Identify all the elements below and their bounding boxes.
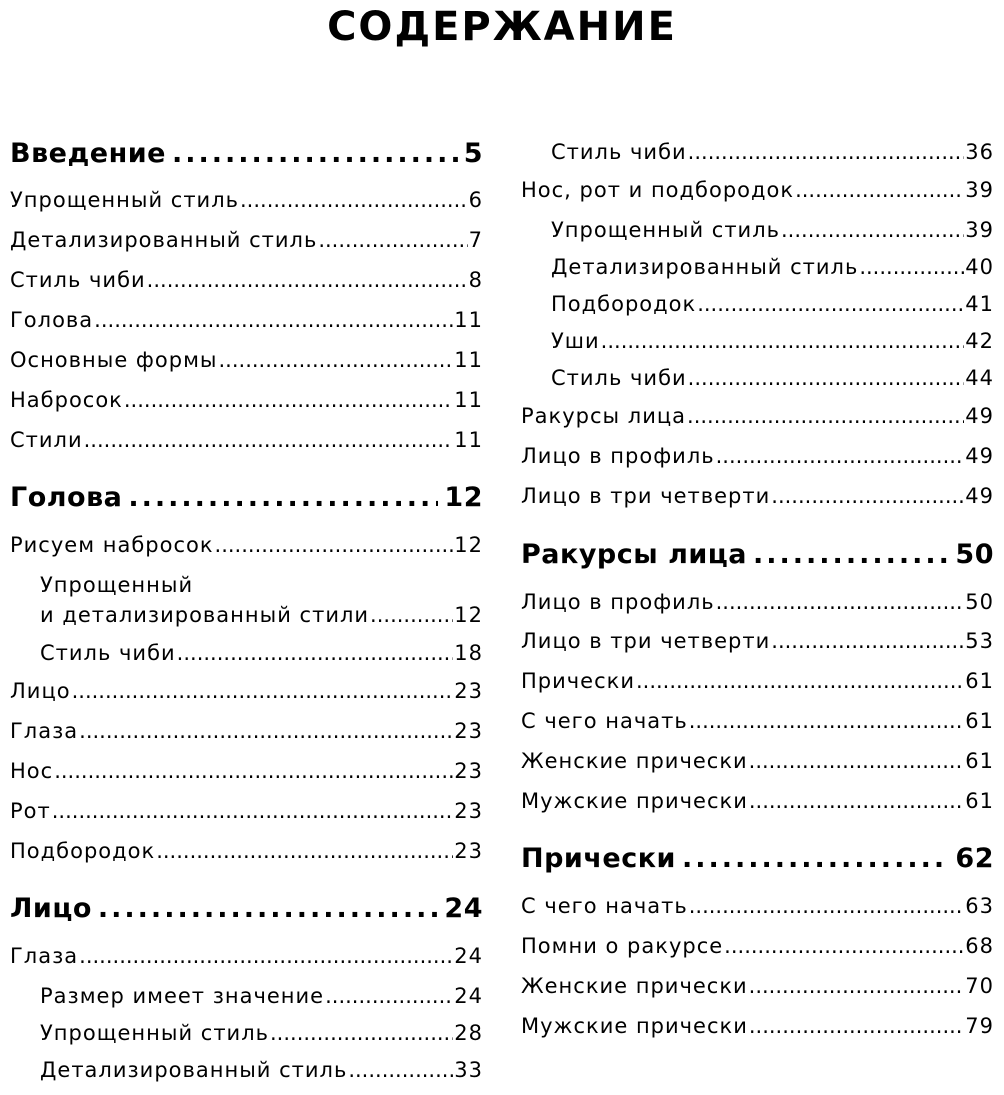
entry-page: 61 [965, 789, 994, 813]
toc-entry[interactable] [10, 799, 483, 823]
entry-page: 12 [454, 533, 483, 557]
entry-label: Лицо в профиль [521, 444, 715, 468]
toc-subentry[interactable] [551, 366, 994, 390]
entry-page: 61 [965, 709, 994, 733]
toc-subentry[interactable] [40, 984, 483, 1008]
entry-page: 63 [965, 894, 994, 918]
toc-chapter-entry[interactable] [521, 539, 994, 570]
entry-label: Лицо [10, 679, 71, 703]
entry-label: Упрощенный стиль [40, 1021, 269, 1045]
toc-entry[interactable] [521, 974, 994, 998]
toc-chapter-entry[interactable] [10, 138, 483, 169]
entry-page: 8 [468, 268, 483, 292]
toc-entry[interactable] [521, 669, 994, 693]
entry-page: 44 [965, 366, 994, 390]
toc-entry[interactable] [10, 944, 483, 968]
toc-subentry[interactable] [551, 218, 994, 242]
toc-entry[interactable] [521, 749, 994, 773]
entry-label: Рот [10, 799, 51, 823]
toc-entry[interactable] [10, 308, 483, 332]
entry-label: Уши [551, 329, 600, 353]
entry-page: 23 [454, 839, 483, 863]
toc-subentry[interactable] [40, 1021, 483, 1045]
page-title: СОДЕРЖАНИЕ [327, 4, 677, 50]
entry-page: 49 [965, 484, 994, 508]
entry-label: Прически [521, 669, 635, 693]
entry-label: Упрощенный стиль [551, 218, 780, 242]
entry-page: 39 [965, 218, 994, 242]
toc-subentry[interactable] [551, 329, 994, 353]
entry-page: 61 [965, 669, 994, 693]
toc-subentry[interactable] [40, 603, 483, 627]
toc-entry[interactable] [521, 404, 994, 428]
entry-page: 11 [454, 388, 483, 412]
entry-page: 12 [454, 603, 483, 627]
entry-page: 36 [965, 140, 994, 164]
entry-page: 11 [454, 308, 483, 332]
entry-page: 23 [454, 799, 483, 823]
toc-subentry[interactable] [551, 140, 994, 164]
entry-page: 24 [454, 984, 483, 1008]
entry-page: 7 [468, 228, 483, 252]
entry-label: С чего начать [521, 894, 688, 918]
entry-label: Подбородок [10, 839, 156, 863]
entry-page: 42 [965, 329, 994, 353]
entry-page: 49 [965, 404, 994, 428]
entry-label: Нос, рот и подбородок [521, 178, 795, 202]
entry-page: 5 [463, 138, 483, 169]
entry-page: 18 [454, 641, 483, 665]
toc-entry-line[interactable]: Упрощенный [40, 573, 194, 597]
entry-page: 40 [965, 255, 994, 279]
entry-label: Женские прически [521, 749, 748, 773]
entry-label: Детализированный стиль [551, 255, 859, 279]
entry-label: Ракурсы лица [521, 539, 748, 570]
entry-label: Ракурсы лица [521, 404, 687, 428]
entry-page: 6 [468, 188, 483, 212]
entry-page: 53 [965, 629, 994, 653]
toc-entry[interactable] [521, 178, 994, 202]
toc-chapter-entry[interactable] [10, 893, 483, 924]
toc-entry[interactable] [10, 759, 483, 783]
toc-entry[interactable] [10, 348, 483, 372]
toc-entry[interactable] [521, 484, 994, 508]
entry-page: 33 [454, 1058, 483, 1082]
entry-label: Детализированный стиль [40, 1058, 348, 1082]
toc-entry[interactable] [10, 533, 483, 557]
entry-label: Голова [10, 308, 94, 332]
entry-page: 24 [444, 893, 483, 924]
entry-label: Рисуем набросок [10, 533, 214, 557]
toc-entry[interactable] [521, 789, 994, 813]
toc-entry[interactable] [10, 719, 483, 743]
toc-entry[interactable] [521, 894, 994, 918]
entry-label: Подбородок [551, 292, 697, 316]
entry-page: 50 [965, 590, 994, 614]
toc-entry[interactable] [10, 839, 483, 863]
entry-page: 70 [965, 974, 994, 998]
entry-label: Лицо в профиль [521, 590, 715, 614]
entry-page: 23 [454, 759, 483, 783]
entry-page: 11 [454, 348, 483, 372]
entry-label: Голова [10, 482, 123, 513]
entry-label: Мужские прически [521, 789, 748, 813]
entry-label: Лицо в три четверти [521, 484, 771, 508]
entry-page: 11 [454, 428, 483, 452]
toc-chapter-entry[interactable] [10, 482, 483, 513]
entry-label: Введение [10, 138, 166, 169]
entry-page: 49 [965, 444, 994, 468]
toc-chapter-entry[interactable] [521, 843, 994, 874]
entry-label: Стиль чиби [10, 268, 146, 292]
toc-entry[interactable] [10, 428, 483, 452]
toc-entry[interactable] [10, 188, 483, 212]
entry-page: 79 [965, 1014, 994, 1038]
toc-entry[interactable] [521, 934, 994, 958]
toc-subentry[interactable] [551, 292, 994, 316]
toc-entry[interactable] [10, 388, 483, 412]
entry-page: 62 [955, 843, 994, 874]
entry-label: Лицо [10, 893, 92, 924]
entry-page: 68 [965, 934, 994, 958]
entry-label: Основные формы [10, 348, 218, 372]
entry-label: Размер имеет значение [40, 984, 325, 1008]
entry-label: Помни о ракурсе [521, 934, 724, 958]
toc-entry[interactable] [10, 268, 483, 292]
entry-label: Стиль чиби [40, 641, 176, 665]
entry-label: и детализированный стили [40, 603, 370, 627]
entry-label: С чего начать [521, 709, 688, 733]
toc-entry[interactable] [521, 1014, 994, 1038]
entry-page: 39 [965, 178, 994, 202]
entry-label: Стиль чиби [551, 366, 687, 390]
entry-label: Прически [521, 843, 676, 874]
entry-page: 23 [454, 679, 483, 703]
entry-label: Мужские прически [521, 1014, 748, 1038]
entry-label: Детализированный стиль [10, 228, 318, 252]
entry-page: 12 [444, 482, 483, 513]
entry-page: 24 [454, 944, 483, 968]
toc-entry[interactable] [521, 444, 994, 468]
toc-entry[interactable] [521, 709, 994, 733]
entry-label: Стиль чиби [551, 140, 687, 164]
entry-label: Лицо в три четверти [521, 629, 771, 653]
entry-page: 41 [965, 292, 994, 316]
toc-entry[interactable] [521, 590, 994, 614]
entry-label: Глаза [10, 944, 79, 968]
entry-page: 61 [965, 749, 994, 773]
entry-label: Упрощенный стиль [10, 188, 239, 212]
toc-subentry[interactable] [40, 1058, 483, 1082]
entry-label: Набросок [10, 388, 123, 412]
toc-entry[interactable] [10, 228, 483, 252]
toc-entry[interactable] [521, 629, 994, 653]
entry-page: 28 [454, 1021, 483, 1045]
entry-label: Глаза [10, 719, 79, 743]
entry-label: Женские прически [521, 974, 748, 998]
toc-subentry[interactable] [551, 255, 994, 279]
toc-subentry[interactable] [40, 641, 483, 665]
toc-entry[interactable] [10, 679, 483, 703]
entry-page: 23 [454, 719, 483, 743]
entry-label: Нос [10, 759, 54, 783]
entry-label: Стили [10, 428, 83, 452]
entry-page: 50 [955, 539, 994, 570]
